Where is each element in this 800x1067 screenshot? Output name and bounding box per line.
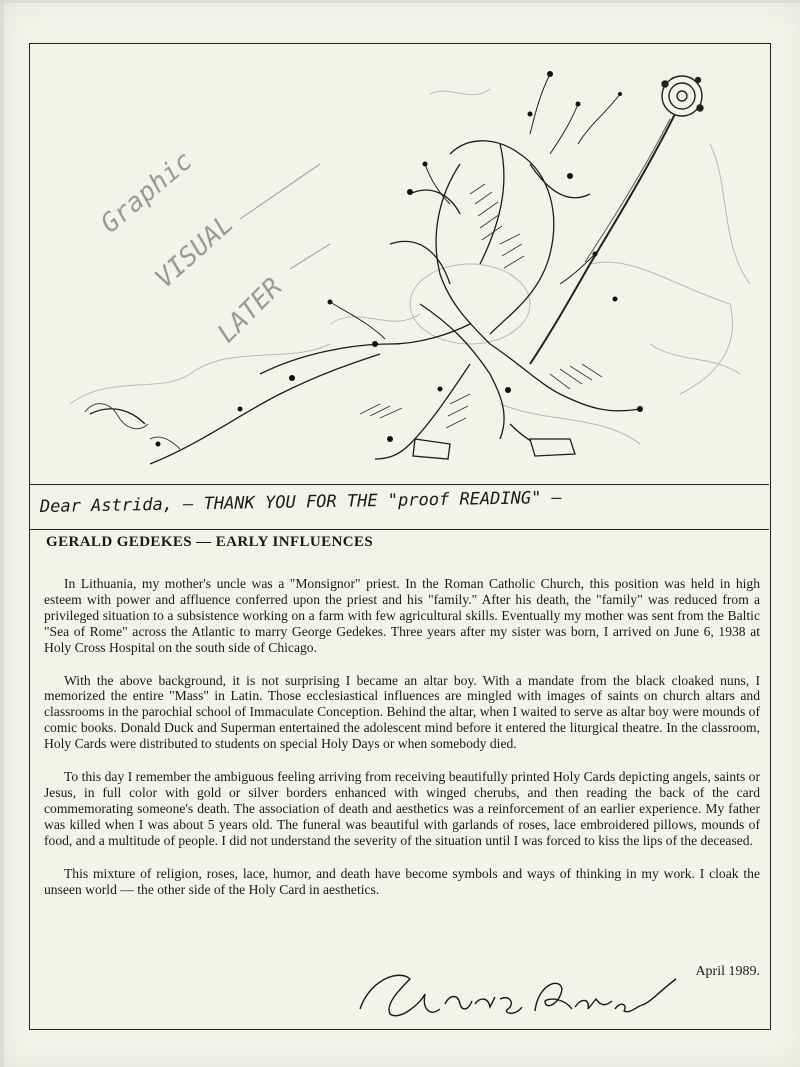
body-text [44, 576, 760, 914]
paragraph-3: To this day I remember the ambiguous feeling arriving from receiving beautifully printed Holy Cards depicting angels, saints or Jesus, in full color with gold or silver borders enhanced with winged cherubs, and then reading the back of the card commemorating someone's death. The association of death and aesthetics was a reinforcement of an earlier experience. My father was killed when I was about 5 years old. The funeral was beautiful with garlands of roses, lace embroidered pillows, mounds of food, and a multitude of people. I did not understand the severity of the situation until I was forced to kiss the lips of the deceased. [44, 769, 760, 848]
signature [350, 949, 680, 1034]
document-sheet [4, 3, 800, 1067]
pencil-note-line-2: VISUAL [149, 209, 240, 295]
ink-drawing [30, 44, 769, 484]
handwritten-inscription [30, 485, 769, 529]
paragraph-1: In Lithuania, my mother's uncle was a "Monsignor" priest. In the Roman Catholic Church, this position was held in high esteem with power and affluence conferred upon the priest and his "family." After his death, the "family" was reduced from a privileged situation to a subsistence working on a farm with few agricultural skills. Eventually my mother was sent from the Baltic "Sea of Rome" across the Atlantic to marry George Gedekes. Three years after my sister was born, I arrived on June 6, 1938 at Holy Cross Hospital on the south side of Chicago. [44, 576, 760, 655]
page-title: GERALD GEDEKES — EARLY INFLUENCES [46, 534, 374, 550]
paragraph-2: With the above background, it is not surprising I became an altar boy. With a mandate from the black cloaked nuns, I memorized the entire "Mass" in Latin. Those ecclesiastical influences are mingled with images of saints on church altars and classrooms in the parochial school of Immaculate Conception. Behind the altar, when I waited to serve as altar boy were mounds of comic books. Donald Duck and Superman entertained the adolescent mind before it entered the liturgical theatre. In the classroom, Holy Cards were distributed to students on special Holy Days or when somebody died. [44, 672, 760, 752]
pencil-note-line-3: LATER [211, 272, 289, 349]
pencil-note-line-1: Graphic [95, 145, 199, 240]
date: April 1989. [695, 964, 760, 979]
handwritten-signature [350, 949, 680, 1029]
page-frame [29, 43, 771, 1030]
pencil-note [95, 146, 288, 349]
handwritten-inscription-band [30, 485, 769, 530]
paragraph-4: This mixture of religion, roses, lace, humor, and death have become symbols and ways of thinking in my work. I cloak the unseen world — the other side of the Holy Card in aesthetics. [44, 865, 760, 897]
inscription-text: Dear Astrida, — THANK YOU FOR THE "proof READING" — [39, 487, 562, 517]
ink-drawing-panel [30, 44, 769, 485]
